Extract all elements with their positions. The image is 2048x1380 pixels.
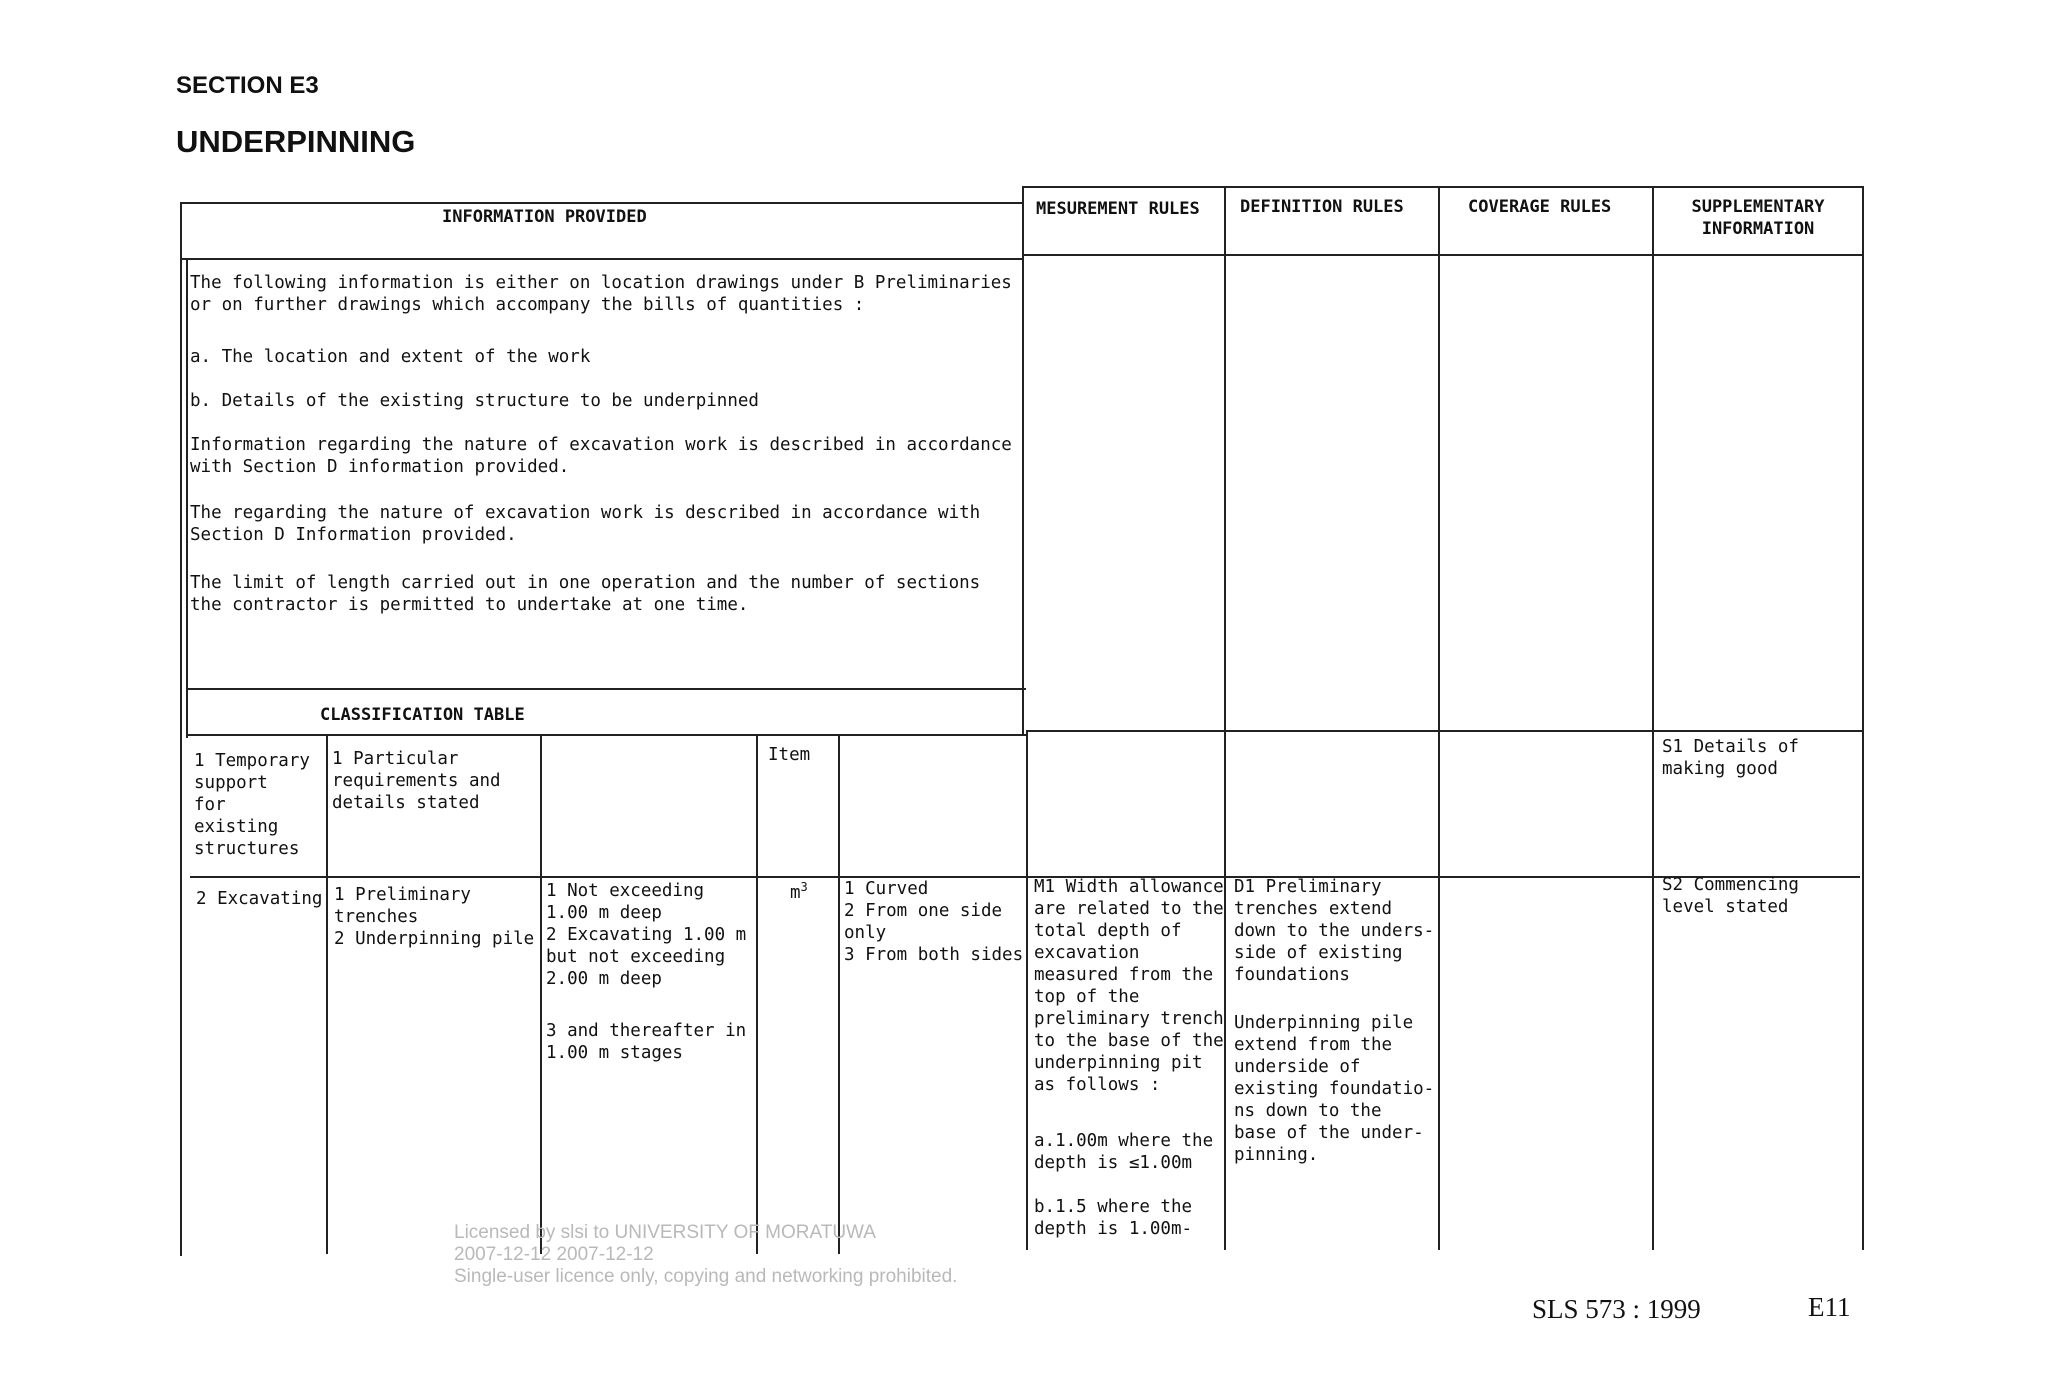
supplementary-s1: S1 Details of making good	[1662, 737, 1799, 779]
class-row1-col1: 1 Temporary support for existing structures	[194, 751, 310, 859]
section-label: SECTION E3	[176, 72, 319, 99]
measurement-rule-m1: M1 Width allowance are related to the total depth of excavation measured from the top of the preliminary trench to the base of the underpinning pit as follows :	[1034, 877, 1224, 1095]
header-coverage-rules: COVERAGE RULES	[1468, 197, 1612, 217]
supplementary-s2: S2 Commencing level stated	[1662, 875, 1799, 917]
header-information-provided: INFORMATION PROVIDED	[442, 207, 647, 227]
class-row2-unit: $m^3$	[790, 880, 808, 903]
watermark-line-3: Single-user licence only, copying and networking prohibited.	[454, 1266, 958, 1287]
class-row1-unit: Item	[768, 745, 811, 765]
watermark-line-1: Licensed by slsi to UNIVERSITY OF MORATUWA	[454, 1222, 876, 1243]
info-intro: The following information is either on location drawings under B Preliminaries or on further drawings which accompany the bills of quantities :	[190, 273, 1012, 315]
info-item-b: b. Details of the existing structure to be underpinned	[190, 391, 759, 411]
info-item-a: a. The location and extent of the work	[190, 347, 591, 367]
header-supplementary-information: SUPPLEMENTARY INFORMATION	[1691, 197, 1825, 239]
classification-table-title: CLASSIFICATION TABLE	[320, 705, 525, 725]
header-measurement-rules: MESUREMENT RULES	[1036, 199, 1200, 219]
document-title: UNDERPINNING	[176, 124, 416, 159]
definition-rule-d1: D1 Preliminary trenches extend down to the unders- side of existing foundations	[1234, 877, 1435, 985]
info-paragraph-1: Information regarding the nature of excavation work is described in accordance with Section D information provided.	[190, 435, 1012, 477]
definition-rule-d1b: Underpinning pile extend from the underside of existing foundatio- ns down to the base of the under- pinning.	[1234, 1013, 1435, 1165]
measurement-rule-m1a: a.1.00m where the depth is ≤1.00m	[1034, 1131, 1214, 1173]
class-row2-col1: 2 Excavating	[196, 889, 323, 909]
watermark-line-2: 2007-12-12 2007-12-12	[454, 1244, 654, 1265]
class-row2-col3b: 3 and thereafter in 1.00 m stages	[546, 1021, 747, 1063]
header-definition-rules: DEFINITION RULES	[1240, 197, 1404, 217]
class-row2-col5: 1 Curved 2 From one side only 3 From both sides	[844, 879, 1024, 965]
class-row2-col2: 1 Preliminary trenches 2 Underpinning pile	[334, 885, 535, 949]
class-row2-col3a: 1 Not exceeding 1.00 m deep 2 Excavating 1.00 m but not exceeding 2.00 m deep	[546, 881, 747, 989]
footer-page-number: E11	[1808, 1292, 1851, 1322]
info-paragraph-2: The regarding the nature of excavation work is described in accordance with Section D Information provided.	[190, 503, 981, 545]
footer-standard: SLS 573 : 1999	[1532, 1294, 1701, 1324]
measurement-rule-m1b: b.1.5 where the depth is 1.00m-	[1034, 1197, 1193, 1239]
class-row1-col2: 1 Particular requirements and details stated	[332, 749, 501, 813]
info-paragraph-3: The limit of length carried out in one operation and the number of sections the contractor is permitted to undertake at one time.	[190, 573, 981, 615]
